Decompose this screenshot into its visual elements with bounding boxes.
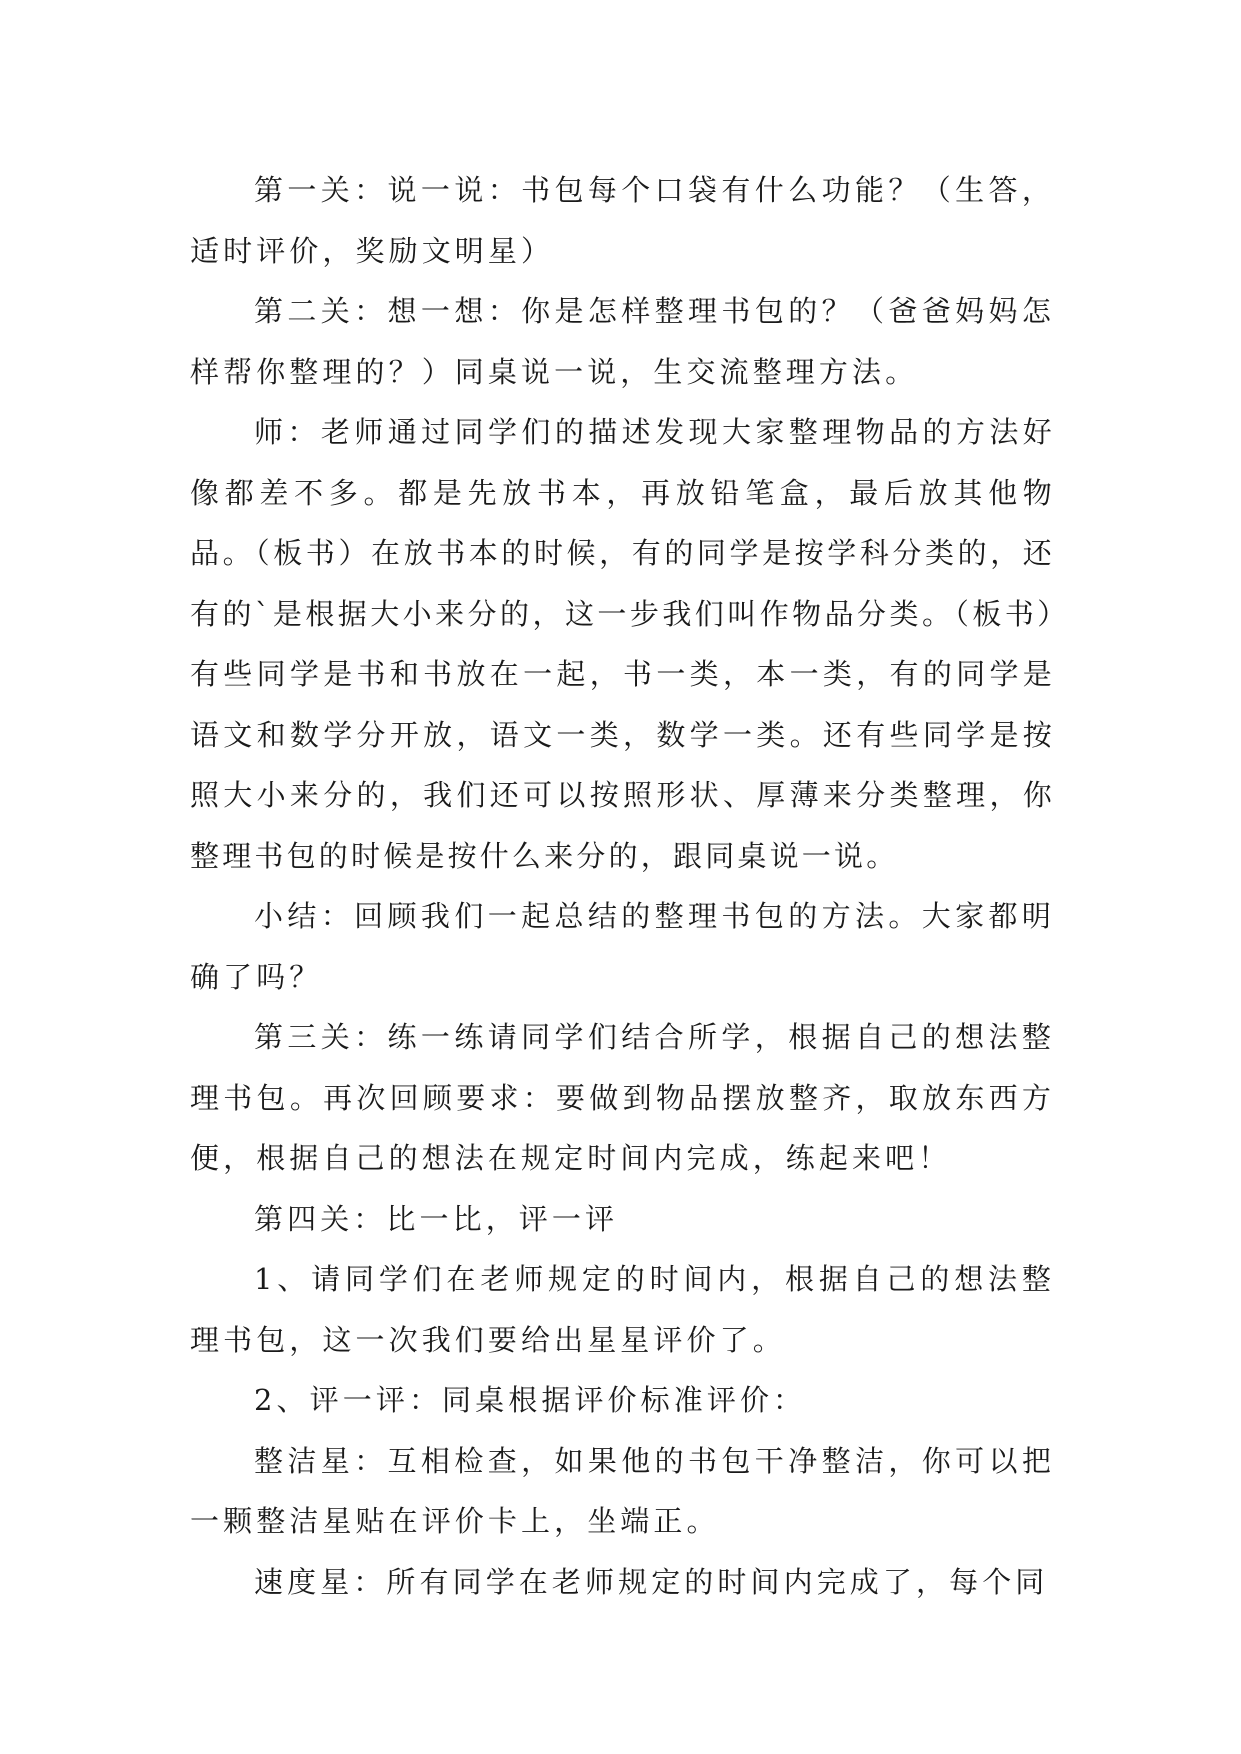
document-body: [190, 160, 1055, 1612]
paragraph-teacher-explanation: 师：老师通过同学们的描述发现大家整理物品的方法好像都差不多。都是先放书本，再放铅笔盒，最后放其他物品。（板书）在放书本的时候，有的同学是按学科分类的，还有的`是根据大小来分的，这一步我们叫作物品分类。（板书）有些同学是书和书放在一起，书一类，本一类，有的同学是语文和数学分开放，语文一类，数学一类。还有些同学是按照大小来分的，我们还可以按照形状、厚薄来分类整理，你整理书包的时候是按什么来分的，跟同桌说一说。: [190, 415, 1055, 873]
paragraph-tidy-star: 整洁星：互相检查，如果他的书包干净整洁，你可以把一颗整洁星贴在评价卡上，坐端正。: [190, 1443, 1055, 1538]
paragraph-level-3: 第三关：练一练请同学们结合所学，根据自己的想法整理书包。再次回顾要求：要做到物品摆放整齐，取放东西方便，根据自己的想法在规定时间内完成，练起来吧！: [190, 1020, 1055, 1175]
paragraph-level-2: 第二关：想一想：你是怎样整理书包的？（爸爸妈妈怎样帮你整理的？）同桌说一说，生交流整理方法。: [190, 294, 1055, 389]
paragraph-level-4: 第四关：比一比，评一评: [254, 1201, 619, 1236]
paragraph-step-2: 2、评一评：同桌根据评价标准评价：: [254, 1383, 807, 1417]
paragraph-speed-star: 速度星：所有同学在老师规定的时间内完成了，每个同: [254, 1564, 1049, 1599]
paragraph-level-1: 第一关：说一说：书包每个口袋有什么功能？（生答，适时评价，奖励文明星）: [190, 173, 1055, 268]
paragraph-summary: 小结：回顾我们一起总结的整理书包的方法。大家都明确了吗？: [190, 899, 1055, 994]
paragraph-step-1: 1、请同学们在老师规定的时间内，根据自己的想法整理书包，这一次我们要给出星星评价了。: [190, 1262, 1055, 1357]
